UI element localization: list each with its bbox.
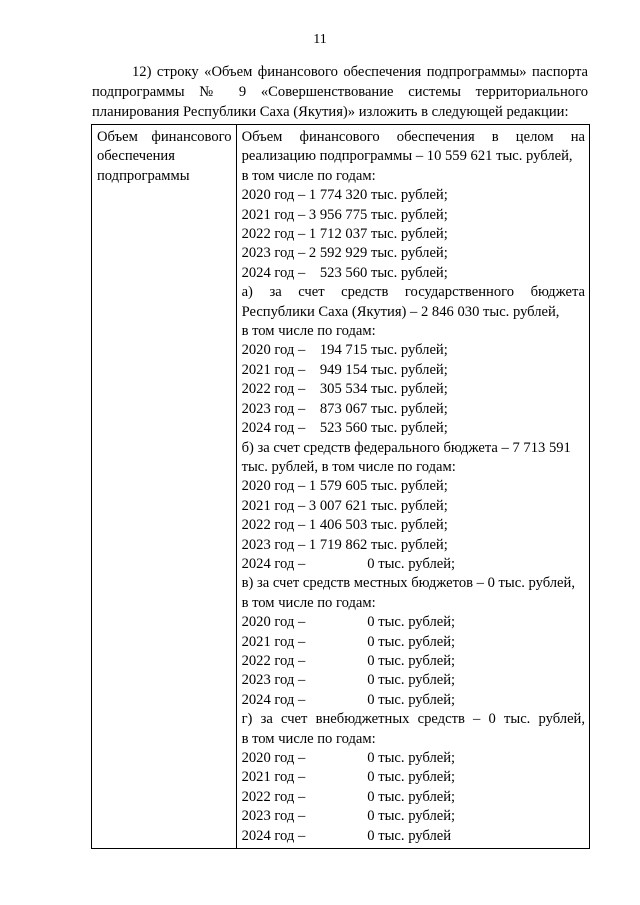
federal-year-line: 2022 год – 1 406 503 тыс. рублей; <box>241 517 448 534</box>
extrabudgetary-year-line: 2023 год – 0 тыс. рублей; <box>241 808 456 825</box>
regional-year-line: 2023 год – 873 067 тыс. рублей; <box>241 400 448 417</box>
local-budget-line: в том числе по годам: <box>241 594 376 611</box>
table-row <box>92 125 590 849</box>
federal-budget-line: б) за счет средств федерального бюджета – 7 713 591 <box>241 439 571 456</box>
page-number: 11 <box>313 32 327 47</box>
intro-paragraph <box>92 62 588 122</box>
regional-year-line: 2022 год – 305 534 тыс. рублей; <box>241 381 448 398</box>
local-year-line: 2022 год – 0 тыс. рублей; <box>241 652 456 669</box>
local-budget-line: в) за счет средств местных бюджетов – 0 тыс. рублей, <box>241 575 575 592</box>
local-year-line: 2023 год – 0 тыс. рублей; <box>241 672 456 689</box>
local-year-line: 2020 год – 0 тыс. рублей; <box>241 614 456 631</box>
row-label-line: обеспечения <box>97 148 175 165</box>
local-year-line: 2021 год – 0 тыс. рублей; <box>241 633 456 650</box>
extrabudgetary-line: г) за счет внебюджетных средств – 0 тыс. рублей, <box>241 711 585 728</box>
federal-budget-line: тыс. рублей, в том числе по годам: <box>241 458 456 475</box>
total-year-line: 2022 год – 1 712 037 тыс. рублей; <box>241 226 448 243</box>
total-line: Объем финансового обеспечения в целом на <box>241 129 585 145</box>
total-year-line: 2021 год – 3 956 775 тыс. рублей; <box>241 206 448 223</box>
extrabudgetary-line: в том числе по годам: <box>241 730 376 747</box>
row-label-line: подпрограммы <box>97 167 190 184</box>
regional-budget-line: а) за счет средств государственного бюджета <box>241 284 585 301</box>
local-year-line: 2024 год – 0 тыс. рублей; <box>241 691 456 708</box>
regional-year-line: 2020 год – 194 715 тыс. рублей; <box>241 342 448 359</box>
federal-year-line: 2020 год – 1 579 605 тыс. рублей; <box>241 478 448 495</box>
total-year-line: 2024 год – 523 560 тыс. рублей; <box>241 264 448 281</box>
total-line: реализацию подпрограммы – 10 559 621 тыс. рублей, <box>241 148 573 165</box>
total-year-line: 2020 год – 1 774 320 тыс. рублей; <box>241 187 448 204</box>
regional-year-line: 2024 год – 523 560 тыс. рублей; <box>241 420 448 437</box>
extrabudgetary-year-line: 2020 год – 0 тыс. рублей; <box>241 750 456 766</box>
row-label-cell <box>92 125 237 849</box>
regional-budget-line: Республики Саха (Якутия) – 2 846 030 тыс. рублей, <box>241 303 560 320</box>
passport-table <box>91 124 590 849</box>
intro-line: подпрограммы № 9 «Совершенствование системы территориального <box>92 84 588 100</box>
extrabudgetary-year-line: 2022 год – 0 тыс. рублей; <box>241 788 456 805</box>
intro-line: 12) строку «Объем финансового обеспечения подпрограммы» паспорта <box>132 64 588 80</box>
regional-year-line: 2021 год – 949 154 тыс. рублей; <box>241 361 448 378</box>
federal-year-line: 2023 год – 1 719 862 тыс. рублей; <box>241 536 448 553</box>
total-year-line: 2023 год – 2 592 929 тыс. рублей; <box>241 245 448 262</box>
intro-line: планирования Республики Саха (Якутия)» изложить в следующей редакции: <box>92 104 569 120</box>
extrabudgetary-year-line: 2021 год – 0 тыс. рублей; <box>241 769 456 786</box>
funding-details-cell <box>236 125 589 849</box>
extrabudgetary-year-line: 2024 год – 0 тыс. рублей <box>241 827 452 844</box>
federal-year-line: 2021 год – 3 007 621 тыс. рублей; <box>241 497 448 514</box>
federal-year-line: 2024 год – 0 тыс. рублей; <box>241 555 456 572</box>
total-line: в том числе по годам: <box>241 167 376 184</box>
regional-budget-line: в том числе по годам: <box>241 323 376 340</box>
row-label-line: Объем финансового <box>97 129 232 145</box>
